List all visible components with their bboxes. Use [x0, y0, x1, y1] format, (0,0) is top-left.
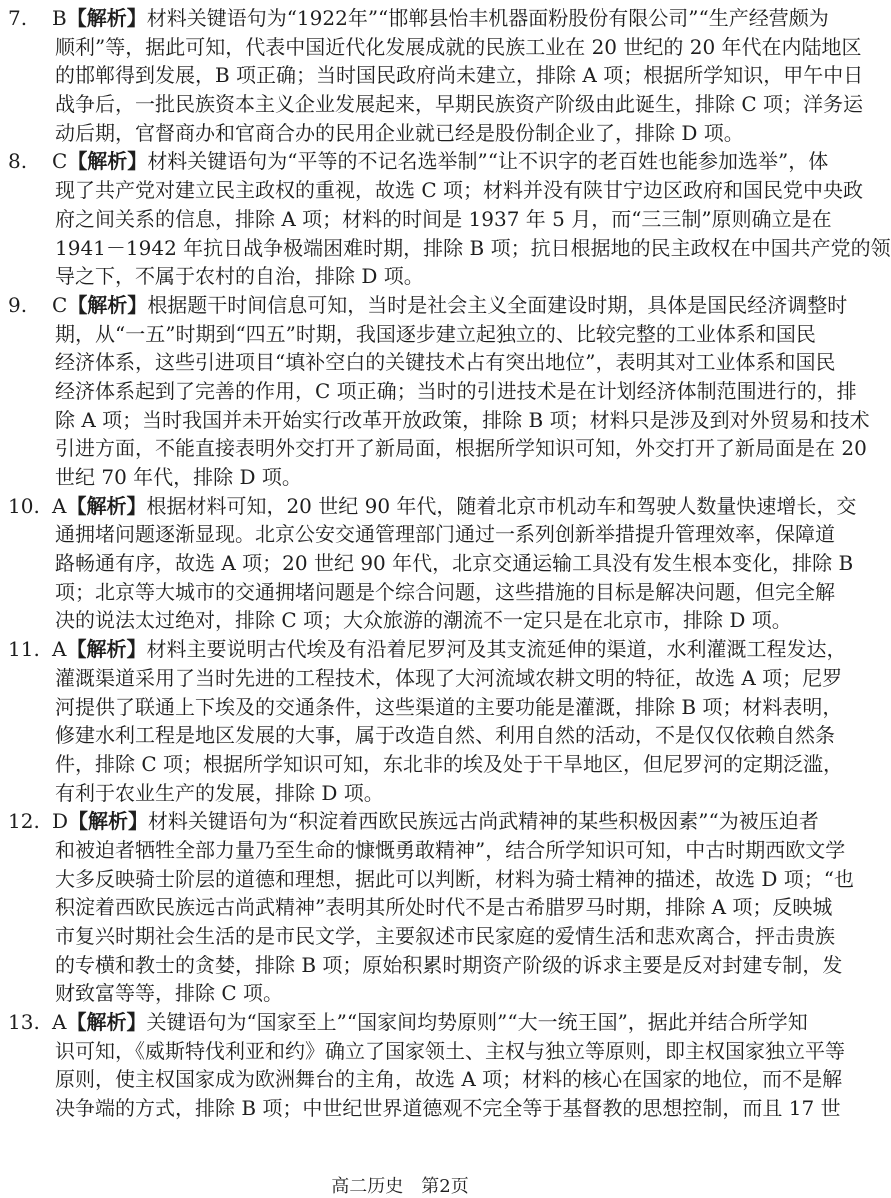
- item-line: [0, 750, 844, 779]
- line-text: 现了共产党对建立民主政权的重视，故选 C 项；材料并没有陕甘宁边区政府和国民党中央政: [55, 178, 864, 203]
- answer-item: [0, 635, 847, 807]
- item-line: [0, 377, 857, 406]
- item-first-line: [0, 291, 848, 320]
- line-text: 期，从“一五”时期到“四五”时期，我国逐步建立起独立的、比较完整的工业体系和国民: [55, 321, 816, 346]
- line-text: 世纪 70 年代，排除 D 项。: [55, 465, 302, 489]
- line-text: 材料主要说明古代埃及有沿着尼罗河及其支流延伸的渠道，水利灌溉工程发达，: [146, 637, 847, 662]
- item-line: [0, 606, 790, 635]
- line-text: 导之下，不属于农村的自治，排除 D 项。: [55, 264, 424, 289]
- item-line: [0, 693, 843, 722]
- item-line: [0, 119, 790, 148]
- line-text: 通拥堵问题逐渐显现。北京公安交通管理部门通过一系列创新举措提升管理效率，保障道: [55, 522, 835, 547]
- line-text: 经济体系起到了完善的作用，C 项正确；当时的引进技术是在计划经济体制范围进行的，排: [55, 378, 857, 403]
- line-text: 修建水利工程是地区发展的大事，属于改造自然、利用自然的活动，不是仅仅依赖自然条: [55, 723, 835, 748]
- line-text: 顺利”等，据此可知，代表中国近代化发展成就的民族工业在 20 世纪的 20 年代在内陆地区: [55, 34, 862, 59]
- item-line: [0, 549, 854, 578]
- line-text: 府之间关系的信息，排除 A 项；材料的时间是 1937 年 5 月，而“三三制”原则确立是在: [55, 206, 832, 231]
- item-line: [0, 979, 790, 1008]
- item-first-line: [0, 4, 829, 33]
- line-text: 经济体系，这些引进项目“填补空白的关键技术占有突出地位”，表明其对工业体系和国民: [55, 350, 836, 375]
- line-text: 识可知，《威斯特伐利亚和约》确立了国家领土、主权与独立等原则，即主权国家独立平等: [55, 1038, 845, 1063]
- item-line: [0, 664, 843, 693]
- item-first-line: [0, 147, 829, 176]
- line-text: 关键语句为“国家至上”“国家间均势原则”“大一统王国”，据此并结合所学知: [146, 1010, 808, 1035]
- question-number: 10.: [8, 493, 40, 518]
- item-first-line: [0, 635, 847, 664]
- item-line: [0, 176, 864, 205]
- answer-letter: A: [52, 1010, 67, 1035]
- line-text: 的专横和教士的贪婪，排除 B 项；原始积累时期资产阶级的诉求主要是反对封建专制，发: [55, 952, 843, 977]
- item-line: [0, 463, 790, 492]
- line-text: 引进方面，不能直接表明外交打开了新局面，根据所学知识可知，外交打开了新局面是在 20: [55, 436, 867, 461]
- answer-letter: C: [52, 292, 68, 317]
- item-line: [0, 922, 835, 951]
- item-line: [0, 205, 832, 234]
- item-line: [0, 434, 867, 463]
- item-line: [0, 893, 833, 922]
- line-text: 除 A 项；当时我国并未开始实行改革开放政策，排除 B 项；材料只是涉及到对外贸易和技术: [55, 407, 870, 432]
- item-first-line: [0, 1008, 808, 1037]
- analysis-tag: 【解析】: [66, 1010, 147, 1035]
- answer-item: [0, 807, 854, 1008]
- answer-letter: A: [52, 637, 67, 662]
- analysis-tag: 【解析】: [68, 809, 149, 834]
- line-text: 动后期，官督商办和官商合办的民用企业就已经是股份制企业了，排除 D 项。: [55, 120, 744, 145]
- question-number: 9.: [8, 292, 28, 317]
- line-text: 积淀着西欧民族远古尚武精神”表明其所处时代不是古希腊罗马时期，排除 A 项；反映城: [55, 895, 833, 920]
- item-line: [0, 836, 846, 865]
- answer-item: [0, 291, 870, 492]
- line-text: 材料关键语句为“平等的不记名选举制”“让不识字的老百姓也能参加选举”，体: [147, 149, 829, 174]
- item-line: [0, 61, 864, 90]
- line-text: 材料关键语句为“积淀着西欧民族远古尚武精神的某些积极因素”“为被压迫者: [148, 809, 819, 834]
- answer-analysis-document: [0, 4, 891, 1123]
- analysis-tag: 【解析】: [66, 6, 147, 30]
- line-text: 财致富等等，排除 C 项。: [55, 981, 284, 1006]
- answer-item: [0, 492, 857, 635]
- analysis-tag: 【解析】: [67, 292, 148, 317]
- analysis-tag: 【解析】: [66, 493, 147, 518]
- item-line: [0, 234, 891, 263]
- question-number: 11.: [8, 637, 40, 662]
- line-text: 原则，使主权国家成为欧洲舞台的主角，故选 A 项；材料的核心在国家的地位，而不是解: [55, 1067, 843, 1092]
- item-line: [0, 520, 835, 549]
- line-text: 项；北京等大城市的交通拥堵问题是个综合问题，这些措施的目标是解决问题，但完全解: [55, 579, 835, 604]
- answer-letter: D: [52, 809, 69, 834]
- item-line: [0, 90, 864, 119]
- line-text: 的邯郸得到发展，B 项正确；当时国民政府尚未建立，排除 A 项；根据所学知识，甲午中日: [55, 63, 864, 88]
- answer-item: [0, 147, 891, 290]
- item-first-line: [0, 807, 819, 836]
- answer-item: [0, 4, 864, 147]
- line-text: 1941－1942 年抗日战争极端困难时期，排除 B 项；抗日根据地的民主政权在中国共产党的领: [55, 235, 891, 260]
- item-line: [0, 1037, 845, 1066]
- line-text: 决争端的方式，排除 B 项；中世纪世界道德观不完全等于基督教的思想控制，而且 17 世: [55, 1096, 841, 1121]
- line-text: 灌溉渠道采用了当时先进的工程技术，体现了大河流域农耕文明的特征，故选 A 项；尼罗: [55, 665, 843, 690]
- line-text: 决的说法太过绝对，排除 C 项；大众旅游的潮流不一定只是在北京市，排除 D 项。: [55, 608, 792, 633]
- line-text: 战争后，一批民族资本主义企业发展起来，早期民族资产阶级由此诞生，排除 C 项；洋务运: [55, 92, 864, 117]
- line-text: 河提供了联通上下埃及的交通条件，这些渠道的主要功能是灌溉，排除 B 项；材料表明，: [55, 694, 843, 719]
- item-line: [0, 348, 836, 377]
- item-line: [0, 779, 790, 808]
- item-line: [0, 721, 835, 750]
- line-text: 根据题干时间信息可知，当时是社会主义全面建设时期，具体是国民经济调整时: [147, 292, 848, 317]
- item-line: [0, 33, 862, 62]
- answer-letter: A: [52, 493, 67, 518]
- item-line: [0, 951, 843, 980]
- line-text: 路畅通有序，故选 A 项；20 世纪 90 年代，北京交通运输工具没有发生根本变化，排除 B: [55, 551, 854, 576]
- line-text: 件，排除 C 项；根据所学知识可知，东北非的埃及处于干旱地区，但尼罗河的定期泛滥，: [55, 751, 844, 776]
- item-line: [0, 262, 790, 291]
- question-number: 13.: [8, 1010, 40, 1035]
- line-text: 根据材料可知，20 世纪 90 年代，随着北京市机动车和驾驶人数量快速增长，交: [146, 493, 857, 518]
- answer-item: [0, 1008, 845, 1123]
- line-text: 有利于农业生产的发展，排除 D 项。: [55, 780, 384, 805]
- question-number: 7.: [8, 6, 28, 30]
- analysis-tag: 【解析】: [67, 149, 148, 174]
- question-number: 12.: [8, 809, 40, 834]
- page-footer: 高二历史 第2页: [331, 1176, 469, 1197]
- item-line: [0, 865, 854, 894]
- item-line: [0, 1094, 841, 1123]
- item-line: [0, 406, 870, 435]
- item-line: [0, 320, 816, 349]
- analysis-tag: 【解析】: [66, 637, 147, 662]
- answer-letter: C: [52, 149, 68, 174]
- question-number: 8.: [8, 149, 28, 174]
- answer-letter: B: [52, 6, 67, 30]
- line-text: 大多反映骑士阶层的道德和理想，据此可以判断，材料为骑士精神的描述，故选 D 项；“也: [55, 866, 854, 891]
- item-first-line: [0, 492, 857, 521]
- item-line: [0, 578, 835, 607]
- item-line: [0, 1065, 843, 1094]
- line-text: 和被迫者牺牲全部力量乃至生命的慷慨勇敢精神”，结合所学知识可知，中古时期西欧文学: [55, 837, 846, 862]
- line-text: 市复兴时期社会生活的是市民文学，主要叙述市民家庭的爱情生活和悲欢离合，抨击贵族: [55, 924, 835, 948]
- line-text: 材料关键语句为“1922年”“邯郸县怡丰机器面粉股份有限公司”“生产经营颇为: [146, 6, 829, 30]
